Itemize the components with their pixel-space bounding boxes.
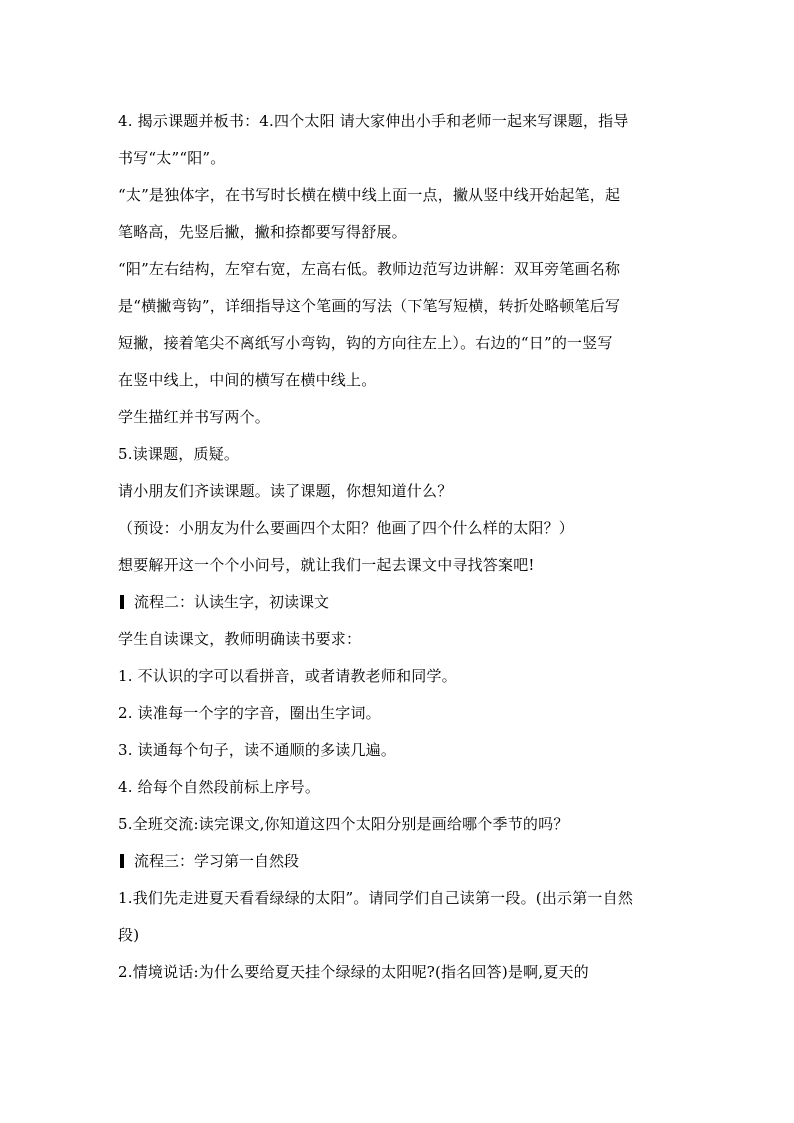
paragraph-line: 在竖中线上，中间的横写在横中线上。 bbox=[118, 371, 377, 389]
paragraph-line: “阳”左右结构，左窄右宽，左高右低。教师边范写边讲解：双耳旁笔画名称 bbox=[118, 260, 621, 278]
paragraph-line: （预设：小朋友为什么要画四个太阳？他画了四个什么样的太阳？） bbox=[118, 519, 575, 537]
paragraph-line: 段) bbox=[118, 926, 140, 944]
paragraph-line: 想要解开这一个个小问号，就让我们一起去课文中寻找答案吧! bbox=[118, 556, 535, 574]
section-heading-text: 流程三：学习第一自然段 bbox=[134, 852, 300, 870]
list-item: 2. 读准每一个字的字音，圈出生字词。 bbox=[118, 704, 381, 722]
paragraph-line: 短撇，接着笔尖不离纸写小弯钩，钩的方向往左上）。右边的“日”的一竖写 bbox=[118, 334, 613, 352]
list-item: 1. 不认识的字可以看拼音，或者请教老师和同学。 bbox=[118, 667, 457, 685]
paragraph-line: “太”是独体字，在书写时长横在横中线上面一点，撇从竖中线开始起笔，起 bbox=[118, 186, 621, 204]
paragraph-line: 学生描红并书写两个。 bbox=[118, 408, 271, 426]
paragraph-line: 4. 揭示课题并板书：4.四个太阳 请大家伸出小手和老师一起来写课题，指导 bbox=[118, 112, 629, 130]
paragraph-line: 笔略高，先竖后撇，撇和捺都要写得舒展。 bbox=[118, 223, 407, 241]
paragraph-line: 学生自读课文，教师明确读书要求： bbox=[118, 630, 362, 648]
list-item: 4. 给每个自然段前标上序号。 bbox=[118, 778, 321, 796]
section-heading-process-2 bbox=[118, 584, 678, 621]
paragraph-line: 请小朋友们齐读课题。读了课题，你想知道什么？ bbox=[118, 482, 453, 500]
paragraph-line: 2.情境说话:为什么要给夏天挂个绿绿的太阳呢?(指名回答)是啊,夏天的 bbox=[118, 963, 589, 981]
paragraph-line: 书写“太”“阳”。 bbox=[118, 149, 226, 167]
paragraph-line: 5.读课题，质疑。 bbox=[118, 445, 240, 463]
paragraph-line: 是“横撇弯钩”，详细指导这个笔画的写法（下笔写短横，转折处略顿笔后写 bbox=[118, 297, 621, 315]
document-body bbox=[118, 103, 678, 991]
section-heading-text: 流程二：认读生字，初读课文 bbox=[134, 593, 330, 611]
heading-bar-icon bbox=[120, 854, 124, 868]
paragraph-line: 1.我们先走进夏天看看绿绿的太阳”。请同学们自己读第一段。(出示第一自然 bbox=[118, 889, 634, 907]
paragraph-line: 5.全班交流:读完课文,你知道这四个太阳分别是画给哪个季节的吗？ bbox=[118, 815, 569, 833]
section-heading-process-3 bbox=[118, 843, 678, 880]
list-item: 3. 读通每个句子，读不通顺的多读几遍。 bbox=[118, 741, 397, 759]
heading-bar-icon bbox=[120, 595, 124, 609]
